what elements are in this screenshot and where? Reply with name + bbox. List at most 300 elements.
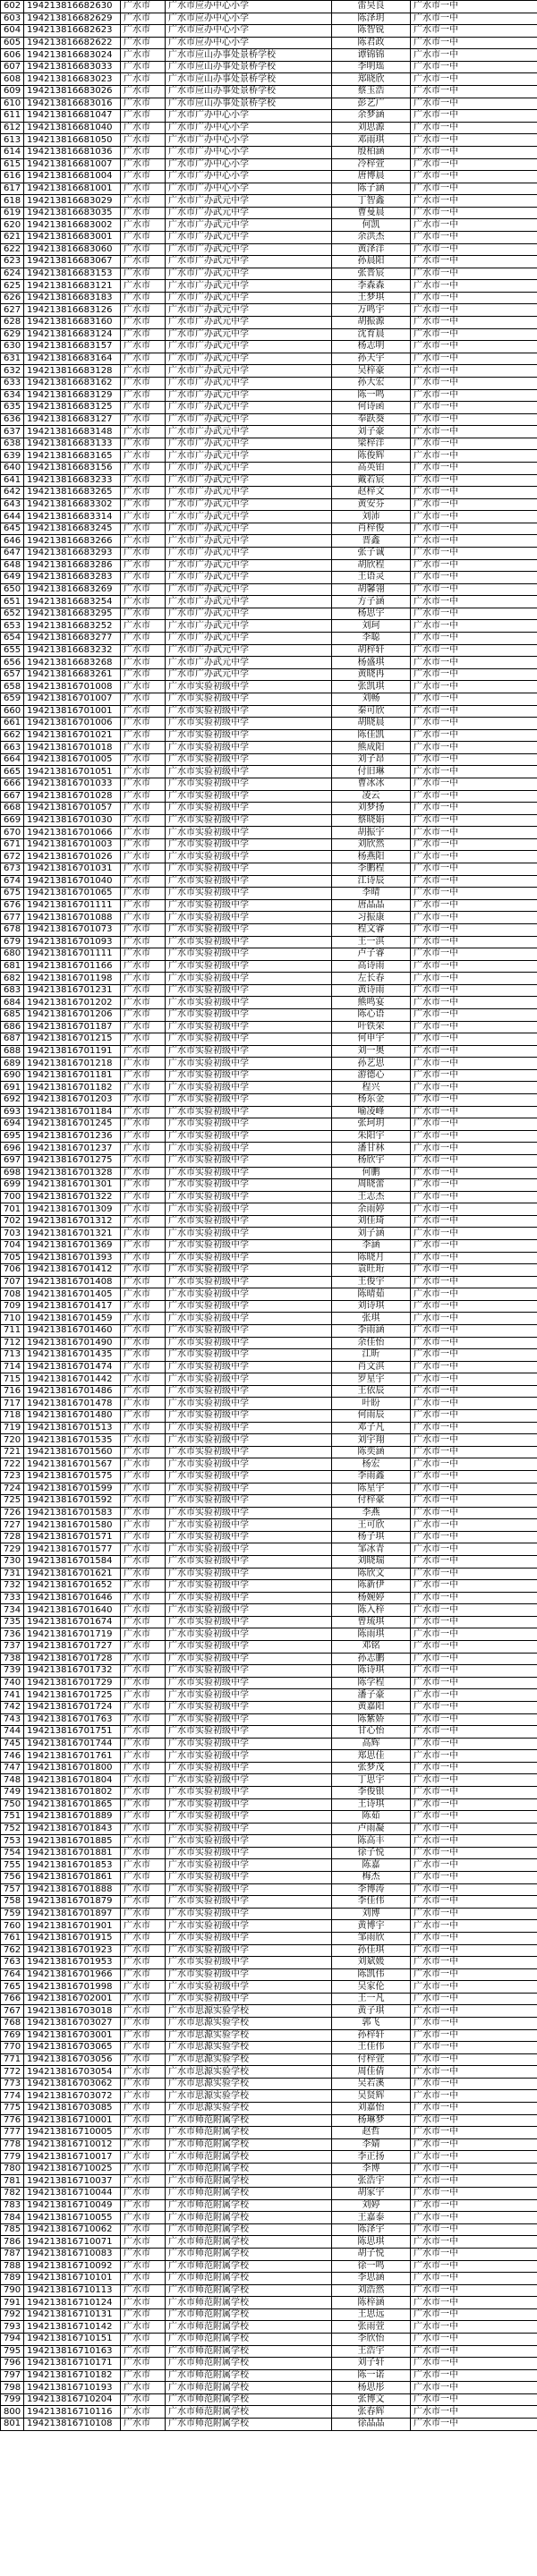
exam-number-cell: 194213816710037 — [24, 2175, 121, 2188]
admitted-school-cell: 广水市一中 — [411, 426, 537, 438]
exam-number-cell: 194213816683016 — [24, 98, 121, 110]
city-cell: 广水市 — [121, 268, 166, 280]
admitted-school-cell: 广水市一中 — [411, 1677, 537, 1689]
exam-number-cell: 194213816701879 — [24, 1896, 121, 1909]
city-cell: 广水市 — [121, 1215, 166, 1228]
admitted-school-cell: 广水市一中 — [411, 1738, 537, 1750]
student-name-cell: 何雨辰 — [332, 1410, 411, 1423]
row-number-cell: 784 — [1, 2212, 24, 2224]
student-name-cell: 罗星宇 — [332, 1373, 411, 1386]
row-number-cell: 791 — [1, 2297, 24, 2309]
city-cell: 广水市 — [121, 2066, 166, 2079]
table-row — [1, 268, 537, 280]
school-name-cell: 广水市实验初级中学 — [166, 1422, 332, 1434]
row-number-cell: 603 — [1, 13, 24, 25]
exam-number-cell: 194213816701865 — [24, 1798, 121, 1811]
school-name-cell: 广水市实验初级中学 — [166, 1641, 332, 1654]
admitted-school-cell: 广水市一中 — [411, 1361, 537, 1373]
exam-number-cell: 194213816701480 — [24, 1410, 121, 1423]
admitted-school-cell: 广水市一中 — [411, 1543, 537, 1556]
row-number-cell: 698 — [1, 1167, 24, 1179]
school-name-cell: 广水市思源实验学校 — [166, 2017, 332, 2029]
table-row — [1, 1410, 537, 1423]
row-number-cell: 667 — [1, 790, 24, 803]
school-name-cell: 广水市广办武元中学 — [166, 304, 332, 317]
school-name-cell: 广水市实验初级中学 — [166, 766, 332, 778]
school-name-cell: 广水市师范附属学校 — [166, 2163, 332, 2175]
admitted-school-cell: 广水市一中 — [411, 1082, 537, 1094]
school-name-cell: 广水市广办武元中学 — [166, 450, 332, 463]
row-number-cell: 759 — [1, 1908, 24, 1920]
city-cell: 广水市 — [121, 1446, 166, 1458]
exam-number-cell: 194213816703062 — [24, 2078, 121, 2090]
table-row — [1, 1920, 537, 1933]
row-number-cell: 734 — [1, 1604, 24, 1617]
row-number-cell: 688 — [1, 1045, 24, 1058]
admitted-school-cell: 广水市一中 — [411, 814, 537, 827]
school-name-cell: 广水市实验初级中学 — [166, 1300, 332, 1313]
student-name-cell: 徐子悦 — [332, 1847, 411, 1859]
school-name-cell: 广水市师范附属学校 — [166, 2308, 332, 2321]
student-name-cell: 李正扬 — [332, 2151, 411, 2164]
exam-number-cell: 194213816701003 — [24, 838, 121, 851]
admitted-school-cell: 广水市一中 — [411, 1641, 537, 1654]
admitted-school-cell: 广水市一中 — [411, 1021, 537, 1033]
school-name-cell: 广水市广办武元中学 — [166, 280, 332, 293]
admitted-school-cell: 广水市一中 — [411, 2382, 537, 2394]
table-row — [1, 1398, 537, 1410]
row-number-cell: 696 — [1, 1143, 24, 1155]
admitted-school-cell: 广水市一中 — [411, 851, 537, 863]
city-cell: 广水市 — [121, 158, 166, 171]
exam-number-cell: 194213816701328 — [24, 1167, 121, 1179]
table-row — [1, 718, 537, 730]
row-number-cell: 721 — [1, 1446, 24, 1458]
school-name-cell: 广水市实验初级中学 — [166, 1021, 332, 1033]
admitted-school-cell: 广水市一中 — [411, 402, 537, 414]
exam-number-cell: 194213816683160 — [24, 317, 121, 329]
student-name-cell: 余梦涵 — [332, 110, 411, 123]
exam-number-cell: 194213816710204 — [24, 2393, 121, 2406]
student-name-cell: 戴若宸 — [332, 474, 411, 487]
exam-number-cell: 194213816701953 — [24, 1957, 121, 1969]
exam-number-cell: 194213816701312 — [24, 1215, 121, 1228]
row-number-cell: 707 — [1, 1276, 24, 1288]
exam-number-cell: 194213816701237 — [24, 1143, 121, 1155]
school-name-cell: 广水市广办武元中学 — [166, 596, 332, 608]
admitted-school-cell: 广水市一中 — [411, 2369, 537, 2382]
city-cell: 广水市 — [121, 1883, 166, 1896]
student-name-cell: 冷梓萱 — [332, 158, 411, 171]
admitted-school-cell: 广水市一中 — [411, 888, 537, 900]
student-name-cell: 陈紫娇 — [332, 1713, 411, 1726]
student-name-cell: 甘心怡 — [332, 1726, 411, 1739]
school-name-cell: 广水市实验初级中学 — [166, 851, 332, 863]
school-name-cell: 广水市应山办事处景桥学校 — [166, 98, 332, 110]
admitted-school-cell: 广水市一中 — [411, 2223, 537, 2236]
student-name-cell: 胡梓轩 — [332, 644, 411, 657]
exam-number-cell: 194213816701187 — [24, 1021, 121, 1033]
city-cell: 广水市 — [121, 1143, 166, 1155]
table-row — [1, 304, 537, 317]
city-cell: 广水市 — [121, 1726, 166, 1739]
school-name-cell: 广水市师范附属学校 — [166, 2151, 332, 2164]
row-number-cell: 732 — [1, 1580, 24, 1593]
table-row — [1, 73, 537, 86]
table-row — [1, 851, 537, 863]
city-cell: 广水市 — [121, 2042, 166, 2054]
city-cell: 广水市 — [121, 2393, 166, 2406]
exam-number-cell: 194213816683121 — [24, 280, 121, 293]
row-number-cell: 611 — [1, 110, 24, 123]
city-cell: 广水市 — [121, 171, 166, 183]
student-name-cell: 陈一诺 — [332, 2369, 411, 2382]
school-name-cell: 广水市师范附属学校 — [166, 2406, 332, 2419]
city-cell: 广水市 — [121, 2297, 166, 2309]
city-cell: 广水市 — [121, 838, 166, 851]
exam-number-cell: 194213816710092 — [24, 2260, 121, 2273]
student-name-cell: 刘沛 — [332, 511, 411, 523]
school-name-cell: 广水市实验初级中学 — [166, 742, 332, 754]
student-name-cell: 吴家伦 — [332, 1981, 411, 1994]
table-row — [1, 1628, 537, 1641]
city-cell: 广水市 — [121, 1580, 166, 1593]
table-row — [1, 620, 537, 633]
student-name-cell: 刘子轩 — [332, 2358, 411, 2370]
row-number-cell: 674 — [1, 875, 24, 888]
table-row — [1, 1604, 537, 1617]
school-name-cell: 广水市实验初级中学 — [166, 1859, 332, 1872]
table-row — [1, 2175, 537, 2188]
school-name-cell: 广水市广办武元中学 — [166, 353, 332, 365]
city-cell: 广水市 — [121, 1167, 166, 1179]
exam-number-cell: 194213816701408 — [24, 1276, 121, 1288]
exam-number-cell: 194213816710055 — [24, 2212, 121, 2224]
exam-number-cell: 194213816701322 — [24, 1191, 121, 1203]
school-name-cell: 广水市实验初级中学 — [166, 1531, 332, 1543]
school-name-cell: 广水市广办武元中学 — [166, 474, 332, 487]
city-cell: 广水市 — [121, 827, 166, 839]
row-number-cell: 712 — [1, 1337, 24, 1349]
school-name-cell: 广水市师范附属学校 — [166, 2223, 332, 2236]
table-row — [1, 292, 537, 304]
city-cell: 广水市 — [121, 548, 166, 560]
row-number-cell: 672 — [1, 851, 24, 863]
city-cell: 广水市 — [121, 1519, 166, 1532]
table-row — [1, 1276, 537, 1288]
city-cell: 广水市 — [121, 353, 166, 365]
student-name-cell: 周佳倩 — [332, 2066, 411, 2079]
row-number-cell: 675 — [1, 888, 24, 900]
student-name-cell: 陈奕涵 — [332, 1446, 411, 1458]
student-name-cell: 刘斌媛 — [332, 1957, 411, 1969]
row-number-cell: 637 — [1, 426, 24, 438]
table-row — [1, 2223, 537, 2236]
city-cell: 广水市 — [121, 851, 166, 863]
city-cell: 广水市 — [121, 572, 166, 584]
city-cell: 广水市 — [121, 899, 166, 912]
table-row — [1, 511, 537, 523]
exam-number-cell: 194213816701490 — [24, 1337, 121, 1349]
admitted-school-cell: 广水市一中 — [411, 1264, 537, 1277]
table-row — [1, 231, 537, 243]
city-cell: 广水市 — [121, 973, 166, 985]
exam-number-cell: 194213816710001 — [24, 2114, 121, 2127]
student-name-cell: 蔡玉浩 — [332, 86, 411, 98]
table-row — [1, 1021, 537, 1033]
student-name-cell: 蔡晓娟 — [332, 814, 411, 827]
student-name-cell: 杨子琪 — [332, 1531, 411, 1543]
table-row — [1, 1726, 537, 1739]
student-name-cell: 杨琳梦 — [332, 2114, 411, 2127]
school-name-cell: 广水市师范附属学校 — [166, 2248, 332, 2260]
admitted-school-cell: 广水市一中 — [411, 1653, 537, 1665]
exam-number-cell: 194213816701881 — [24, 1847, 121, 1859]
student-name-cell: 陈新伊 — [332, 1580, 411, 1593]
school-name-cell: 广水市实验初级中学 — [166, 803, 332, 815]
school-name-cell: 广水市实验初级中学 — [166, 1458, 332, 1471]
student-name-cell: 何鹏 — [332, 1167, 411, 1179]
city-cell: 广水市 — [121, 134, 166, 147]
admitted-school-cell: 广水市一中 — [411, 1373, 537, 1386]
row-number-cell: 740 — [1, 1677, 24, 1689]
row-number-cell: 749 — [1, 1786, 24, 1798]
school-name-cell: 广水市实验初级中学 — [166, 1920, 332, 1933]
school-name-cell: 广水市广办武元中学 — [166, 548, 332, 560]
table-row — [1, 1677, 537, 1689]
exam-number-cell: 194213816701861 — [24, 1872, 121, 1884]
table-row — [1, 705, 537, 718]
table-row — [1, 596, 537, 608]
city-cell: 广水市 — [121, 1968, 166, 1981]
table-row — [1, 207, 537, 219]
student-name-cell: 郭飞 — [332, 2017, 411, 2029]
exam-number-cell: 194213816703056 — [24, 2053, 121, 2066]
admitted-school-cell: 广水市一中 — [411, 219, 537, 232]
school-name-cell: 广水市广办武元中学 — [166, 231, 332, 243]
table-row — [1, 1288, 537, 1301]
school-name-cell: 广水市实验初级中学 — [166, 1325, 332, 1338]
exam-number-cell: 194213816701727 — [24, 1641, 121, 1654]
table-row — [1, 1701, 537, 1713]
admitted-school-cell: 广水市一中 — [411, 462, 537, 474]
city-cell: 广水市 — [121, 122, 166, 134]
table-row — [1, 559, 537, 572]
student-name-cell: 叶盼 — [332, 1398, 411, 1410]
admitted-school-cell: 广水市一中 — [411, 1981, 537, 1994]
city-cell: 广水市 — [121, 778, 166, 791]
row-number-cell: 619 — [1, 207, 24, 219]
row-number-cell: 700 — [1, 1191, 24, 1203]
exam-number-cell: 194213816683283 — [24, 572, 121, 584]
table-row — [1, 1203, 537, 1216]
admitted-school-cell: 广水市一中 — [411, 474, 537, 487]
student-name-cell: 付梓豪 — [332, 1495, 411, 1508]
school-name-cell: 广水市应山办事处景桥学校 — [166, 86, 332, 98]
row-number-cell: 709 — [1, 1300, 24, 1313]
row-number-cell: 799 — [1, 2393, 24, 2406]
student-name-cell: 刘梦扬 — [332, 803, 411, 815]
exam-number-cell: 194213816703072 — [24, 2090, 121, 2103]
table-row — [1, 997, 537, 1009]
city-cell: 广水市 — [121, 657, 166, 669]
city-cell: 广水市 — [121, 1835, 166, 1848]
admitted-school-cell: 广水市一中 — [411, 1045, 537, 1058]
student-name-cell: 程兴 — [332, 1082, 411, 1094]
exam-number-cell: 194213816701897 — [24, 1908, 121, 1920]
city-cell: 广水市 — [121, 1106, 166, 1118]
student-name-cell: 张子诚 — [332, 548, 411, 560]
city-cell: 广水市 — [121, 1252, 166, 1264]
exam-number-cell: 194213816683233 — [24, 474, 121, 487]
row-number-cell: 615 — [1, 158, 24, 171]
school-name-cell: 广水市实验初级中学 — [166, 1568, 332, 1580]
school-name-cell: 广水市广办武元中学 — [166, 523, 332, 535]
school-name-cell: 广水市实验初级中学 — [166, 827, 332, 839]
table-row — [1, 110, 537, 123]
table-row — [1, 2260, 537, 2273]
student-name-cell: 卢子睿 — [332, 948, 411, 961]
school-name-cell: 广水市实验初级中学 — [166, 1543, 332, 1556]
exam-number-cell: 194213816701001 — [24, 705, 121, 718]
table-row — [1, 1252, 537, 1264]
city-cell: 广水市 — [121, 1118, 166, 1131]
row-number-cell: 640 — [1, 462, 24, 474]
table-row — [1, 766, 537, 778]
row-number-cell: 728 — [1, 1531, 24, 1543]
exam-number-cell: 194213816683265 — [24, 487, 121, 499]
school-name-cell: 广水市实验初级中学 — [166, 1944, 332, 1957]
city-cell: 广水市 — [121, 328, 166, 341]
row-number-cell: 747 — [1, 1762, 24, 1774]
admitted-school-cell: 广水市一中 — [411, 2199, 537, 2212]
row-number-cell: 767 — [1, 2005, 24, 2018]
table-row — [1, 317, 537, 329]
exam-number-cell: 194213816710025 — [24, 2163, 121, 2175]
row-number-cell: 682 — [1, 973, 24, 985]
city-cell: 广水市 — [121, 1531, 166, 1543]
exam-number-cell: 194213816701486 — [24, 1385, 121, 1398]
row-number-cell: 646 — [1, 535, 24, 548]
exam-number-cell: 194213816710005 — [24, 2127, 121, 2139]
exam-number-cell: 194213816703065 — [24, 2042, 121, 2054]
student-name-cell: 王一淇 — [332, 936, 411, 948]
row-number-cell: 789 — [1, 2273, 24, 2285]
city-cell: 广水市 — [121, 2138, 166, 2151]
city-cell: 广水市 — [121, 402, 166, 414]
admitted-school-cell: 广水市一中 — [411, 523, 537, 535]
school-name-cell: 广水市师范附属学校 — [166, 2212, 332, 2224]
table-row — [1, 535, 537, 548]
city-cell: 广水市 — [121, 803, 166, 815]
exam-number-cell: 194213816703085 — [24, 2103, 121, 2115]
school-name-cell: 广水市实验初级中学 — [166, 1373, 332, 1386]
table-row — [1, 1981, 537, 1994]
table-row — [1, 2248, 537, 2260]
student-name-cell: 何申宇 — [332, 1033, 411, 1046]
table-row — [1, 814, 537, 827]
city-cell: 广水市 — [121, 2017, 166, 2029]
exam-number-cell: 194213816701236 — [24, 1130, 121, 1143]
admitted-school-cell: 广水市一中 — [411, 2042, 537, 2054]
admitted-school-cell: 广水市一中 — [411, 1896, 537, 1909]
row-number-cell: 661 — [1, 718, 24, 730]
table-row — [1, 899, 537, 912]
table-row — [1, 1179, 537, 1192]
admitted-school-cell: 广水市一中 — [411, 377, 537, 389]
table-row — [1, 1993, 537, 2005]
city-cell: 广水市 — [121, 2369, 166, 2382]
table-row — [1, 2358, 537, 2370]
row-number-cell: 629 — [1, 328, 24, 341]
exam-number-cell: 194213816681050 — [24, 134, 121, 147]
admitted-school-cell: 广水市一中 — [411, 1580, 537, 1593]
city-cell: 广水市 — [121, 681, 166, 693]
admitted-school-cell: 广水市一中 — [411, 365, 537, 378]
table-row — [1, 474, 537, 487]
city-cell: 广水市 — [121, 207, 166, 219]
admitted-school-cell: 广水市一中 — [411, 583, 537, 596]
student-name-cell: 何诗函 — [332, 402, 411, 414]
student-name-cell: 陈泽宇 — [332, 2223, 411, 2236]
admitted-school-cell: 广水市一中 — [411, 753, 537, 766]
table-row — [1, 2308, 537, 2321]
student-name-cell: 陈晓月 — [332, 1252, 411, 1264]
admitted-school-cell: 广水市一中 — [411, 2114, 537, 2127]
school-name-cell: 广水市实验初级中学 — [166, 790, 332, 803]
exam-number-cell: 194213816701901 — [24, 1920, 121, 1933]
exam-number-cell: 194213816683164 — [24, 353, 121, 365]
exam-number-cell: 194213816701191 — [24, 1045, 121, 1058]
school-name-cell: 广水市广办武元中学 — [166, 365, 332, 378]
row-number-cell: 772 — [1, 2066, 24, 2079]
school-name-cell: 广水市实验初级中学 — [166, 1908, 332, 1920]
exam-number-cell: 194213816701478 — [24, 1398, 121, 1410]
exam-number-cell: 194213816701763 — [24, 1713, 121, 1726]
school-name-cell: 广水市实验初级中学 — [166, 875, 332, 888]
school-name-cell: 广水市实验初级中学 — [166, 1276, 332, 1288]
admitted-school-cell: 广水市一中 — [411, 1701, 537, 1713]
row-number-cell: 666 — [1, 778, 24, 791]
row-number-cell: 608 — [1, 73, 24, 86]
table-row — [1, 353, 537, 365]
exam-number-cell: 194213816683029 — [24, 195, 121, 208]
table-row — [1, 171, 537, 183]
row-number-cell: 655 — [1, 644, 24, 657]
school-name-cell: 广水市师范附属学校 — [166, 2345, 332, 2358]
exam-number-cell: 194213816681007 — [24, 158, 121, 171]
table-row — [1, 134, 537, 147]
city-cell: 广水市 — [121, 2345, 166, 2358]
school-name-cell: 广水市实验初级中学 — [166, 1835, 332, 1848]
admitted-school-cell: 广水市一中 — [411, 389, 537, 402]
city-cell: 广水市 — [121, 1033, 166, 1046]
admitted-school-cell: 广水市一中 — [411, 73, 537, 86]
exam-number-cell: 194213816701640 — [24, 1604, 121, 1617]
exam-number-cell: 194213816701732 — [24, 1665, 121, 1678]
exam-number-cell: 194213816683252 — [24, 620, 121, 633]
city-cell: 广水市 — [121, 37, 166, 49]
school-name-cell: 广水市实验初级中学 — [166, 1811, 332, 1824]
school-name-cell: 广水市实验初级中学 — [166, 1203, 332, 1216]
city-cell: 广水市 — [121, 596, 166, 608]
exam-number-cell: 194213816701652 — [24, 1580, 121, 1593]
row-number-cell: 633 — [1, 377, 24, 389]
admitted-school-cell: 广水市一中 — [411, 1313, 537, 1325]
school-name-cell: 广水市实验初级中学 — [166, 1385, 332, 1398]
admitted-school-cell: 广水市一中 — [411, 134, 537, 147]
table-row — [1, 487, 537, 499]
